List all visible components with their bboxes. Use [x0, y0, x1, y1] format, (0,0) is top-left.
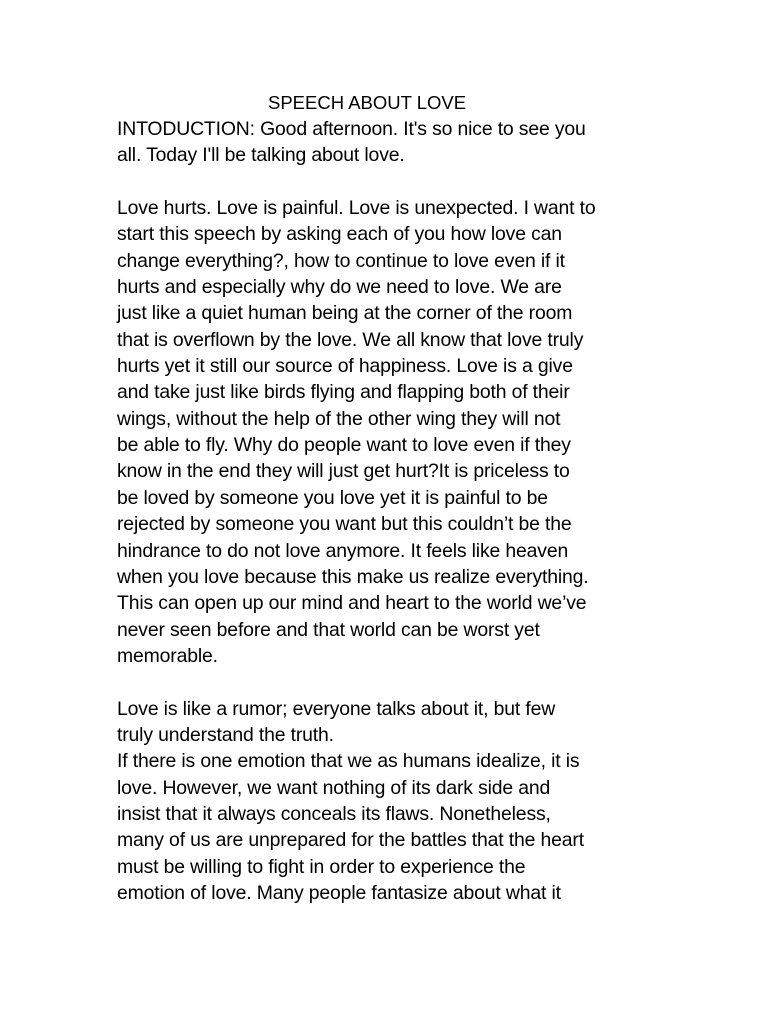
text-line: just like a quiet human being at the corner of the room [117, 302, 573, 325]
text-line: change everything?, how to continue to love even if it [117, 249, 565, 272]
text-line: Love hurts. Love is painful. Love is unexpected. I want to [117, 197, 596, 220]
text-line: be able to fly. Why do people want to love even if they [117, 434, 571, 457]
text-line: This can open up our mind and heart to the world we’ve [117, 592, 587, 615]
text-line: Love is like a rumor; everyone talks about it, but few [117, 697, 556, 720]
paragraph-1 [117, 195, 657, 669]
text-line: insist that it always conceals its flaws. Nonetheless, [117, 802, 551, 825]
introduction-paragraph [117, 116, 657, 169]
text-line: that is overflown by the love. We all know that love truly [117, 328, 584, 351]
text-line: rejected by someone you want but this couldn’t be the [117, 513, 572, 536]
text-line: many of us are unprepared for the battles that the heart [117, 829, 584, 852]
text-line: be loved by someone you love yet it is painful to be [117, 486, 548, 509]
paragraph-spacer [117, 669, 657, 695]
text-line: when you love because this make us realize everything. [117, 565, 589, 588]
text-line: hindrance to do not love anymore. It feels like heaven [117, 539, 569, 562]
text-line: all. Today I'll be talking about love. [117, 144, 405, 167]
text-line: truly understand the truth. [117, 723, 334, 746]
text-line: must be willing to fight in order to experience the [117, 855, 526, 878]
text-line: hurts yet it still our source of happiness. Love is a give [117, 355, 573, 378]
speech-title: SPEECH ABOUT LOVE [268, 92, 467, 113]
text-line: wings, without the help of the other wing they will not [117, 407, 561, 430]
text-line: hurts and especially why do we need to love. We are [117, 276, 562, 299]
text-line: If there is one emotion that we as humans idealize, it is [117, 750, 580, 773]
text-line: INTODUCTION: Good afternoon. It's so nice to see you [117, 118, 586, 140]
text-line: never seen before and that world can be worst yet [117, 618, 540, 641]
paragraph-spacer [117, 169, 657, 195]
text-line: memorable. [117, 644, 218, 667]
text-line: know in the end they will just get hurt?It is priceless to [117, 460, 570, 483]
text-line: love. However, we want nothing of its dark side and [117, 776, 551, 799]
speech-body [117, 116, 657, 906]
text-line: start this speech by asking each of you how love can [117, 223, 562, 246]
paragraph-2 [117, 696, 657, 907]
text-line: emotion of love. Many people fantasize about what it [117, 881, 561, 904]
text-line: and take just like birds flying and flapping both of their [117, 381, 570, 404]
